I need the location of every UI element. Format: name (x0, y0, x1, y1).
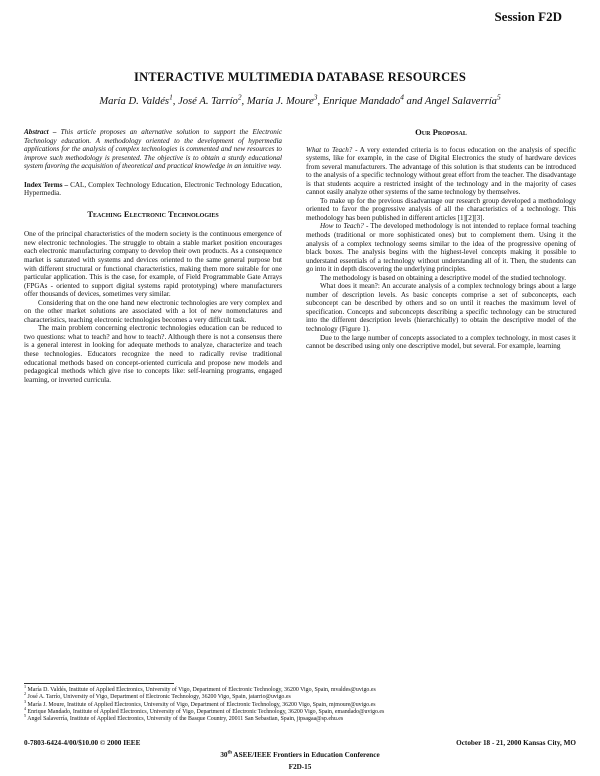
footnote (24, 691, 576, 701)
abstract-label: Abstract – (24, 128, 57, 136)
question-how-text: - The developed methodology is not intended to replace formal teaching methods (traditional or more sophisticated ones) but to complement them. Using it the analysis of a complex technology seems similar to the idea of the progressive opening of black boxes. The analysis begins with the highest-level concepts making it possible to understand essentials of a technology without understanding all of it. Then, the students can go into it in depth discovering the underlying principles. (306, 222, 577, 274)
left-column (24, 128, 282, 384)
conf-number: 30 (220, 751, 228, 759)
footnote-text: José A. Tarrío, University of Vigo, Department of Electronic Technology, 36200 Vigo, Spain, jatarrio@uvigo.es (27, 694, 291, 701)
abstract-text: This article proposes an alternative solution to support the Electronic Technology education. A methodology oriented to the development of hypermedia applications for the analysis of complex technologies is commented and new resources to improve such methodology is presented. The objective is to obtain a sturdy educational system favoring the acquisition of theoretical and practical knowledge in an intuitive way. (24, 128, 282, 171)
author-name: Angel Salaverría (424, 96, 497, 107)
body-paragraph: Considering that on the one hand new electronic technologies are very complex and on the other market solutions are associated with a lot of new nomenclatures and characteristics, teaching electronic technologies becomes a very difficult task. (24, 298, 282, 324)
author-footnote-mark: 3 (313, 92, 318, 102)
author-name: María D. Valdés (99, 96, 170, 107)
abstract (24, 128, 282, 171)
body-paragraph: What does it mean?: An accurate analysis of a complex technology brings about a large number of description levels. As basic concepts comprise a set of subconcepts, each subconcept can be described by others and so on until it reaches the maximum level of specification. Concepts and subconcepts describing a specific technology can be structured into the different description levels (hierarchically) to obtain the descriptive model of the technology (Figure 1). (306, 282, 576, 334)
section-heading-teaching: Teaching Electronic Technologies (87, 208, 219, 219)
right-column (306, 128, 576, 351)
footnote (24, 698, 576, 709)
footnote-divider (24, 683, 174, 684)
author-name: María J. Moure (246, 96, 314, 107)
section-heading-proposal: Our Proposal (415, 127, 467, 137)
body-paragraph: To make up for the previous disadvantage our research group developed a methodology oriented to favor the progressive analysis of all the characteristics of a technology. This methodology has been published in different articles [1][2][3]. (306, 196, 576, 222)
footer-date: October 18 - 21, 2000 Kansas City, MO (456, 739, 576, 747)
author-footnote-mark: 4 (400, 92, 404, 102)
index-terms-label: Index Terms – (24, 180, 69, 189)
paper-title: INTERACTIVE MULTIMEDIA DATABASE RESOURCES (134, 70, 466, 84)
footnote-text: María J. Moure, Institute of Applied Electronics, University of Vigo, Department of Electronic Technology, 36200 Vigo, Spain, mjmoure@uvigo.es (27, 701, 376, 708)
footnote-mark: 2 (24, 691, 27, 697)
author-footnote-mark: 2 (237, 92, 242, 102)
footnote-mark: 4 (24, 705, 27, 711)
body-paragraph (306, 222, 576, 273)
footnote-text: Angel Salaverría, Institute of Applied Electronics, University of the Basque Country, 20011 San Sebastian, Spain, jipsagaa@sp.ehu.es (27, 716, 344, 723)
author-footnote-mark: 1 (169, 92, 173, 102)
footer-isbn: 0-7803-6424-4/00/$10.00 © 2000 IEEE (24, 739, 141, 747)
session-label: Session F2D (494, 9, 562, 24)
footnote-text: Enrique Mandado, Institute of Applied Electronics, University of Vigo, Department of Electronic Technology, 36200 Vigo, Spain, emandado@uvigo.es (27, 708, 385, 715)
footnote-mark: 5 (24, 713, 27, 719)
author-list: María D. Valdés$^1$, José A. Tarrío$^2$, María J. Moure$^3$, Enrique Mandado$^4$ and Angel Salaverría$^5$ (99, 92, 501, 107)
footnote-mark: 3 (24, 698, 27, 704)
conf-ordinal: th (227, 750, 232, 756)
footer-page-number: F2D-15 (288, 763, 312, 771)
footnote-mark: 1 (24, 684, 27, 690)
question-how-to-teach: How to Teach? (320, 222, 364, 231)
body-paragraph (306, 146, 576, 197)
question-what-to-teach: What to Teach? (306, 145, 353, 154)
footnote (24, 713, 576, 723)
footer-conference (24, 751, 576, 759)
author-footnote-mark: 5 (496, 92, 501, 102)
conf-name: ASEE/IEEE Frontiers in Education Conference (231, 751, 380, 759)
author-name: Enrique Mandado (322, 96, 401, 107)
body-paragraph: Due to the large number of concepts associated to a complex technology, in most cases it cannot be described using only one descriptive model, but several. For example, learning (306, 333, 576, 351)
footnotes (24, 684, 576, 723)
index-terms (24, 181, 282, 198)
body-paragraph: One of the principal characteristics of the modern society is the continuous emergence of new electronic technologies. The struggle to obtain a stable market position encourages each electronic manufacturing company to develop their own products. As a consequence market is saturated with systems and devices oriented to the same general purpose but with different structural or functional characteristics, making them more suitable for one particular application. This is the case, for example, of Field Programmable Gate Arrays (FPGAs - oriented to support digital systems rapid prototyping) where manufacturers offer thousands of devices, sometimes very similar. (24, 230, 282, 299)
author-name: José A. Tarrío (178, 96, 238, 107)
footnote-text: María D. Valdés, Institute of Applied Electronics, University of Vigo, Department of Electronic Technology, 36200 Vigo, Spain, mvaldes@uvigo.es (27, 687, 376, 693)
body-paragraph: The methodology is based on obtaining a descriptive model of the studied technology. (320, 273, 567, 282)
body-paragraph: The main problem concerning electronic technologies education can be reduced to two questions: what to teach? and how to teach?. Although there is not a consensus there is a general interest in looking for adequate methods to analyze, characterize and teach these technologies. Educators recognize the need to radically revise traditional educational methods based on concept-oriented curricula and propose new models and pedagogical methods which give rise to concepts like: self-learning programs, engaged learning, or inverted curricula. (24, 324, 282, 384)
question-what-text: - A very extended criteria is to focus education on the analysis of specific systems, like for example, in the case of Digital Electronics the study of hardware devices from several manufacturers. The advantage of this solution is that students can be introduced to the analysis of a specific technology without great effort from the teacher. The disadvantage is that students acquire a restricted insight of the technology and in the majority of cases cannot easily analyze other systems of the same technology by themselves. (306, 145, 576, 197)
index-terms-text: CAL, Complex Technology Education, Electronic Technology Education, Hypermedia. (24, 180, 282, 198)
